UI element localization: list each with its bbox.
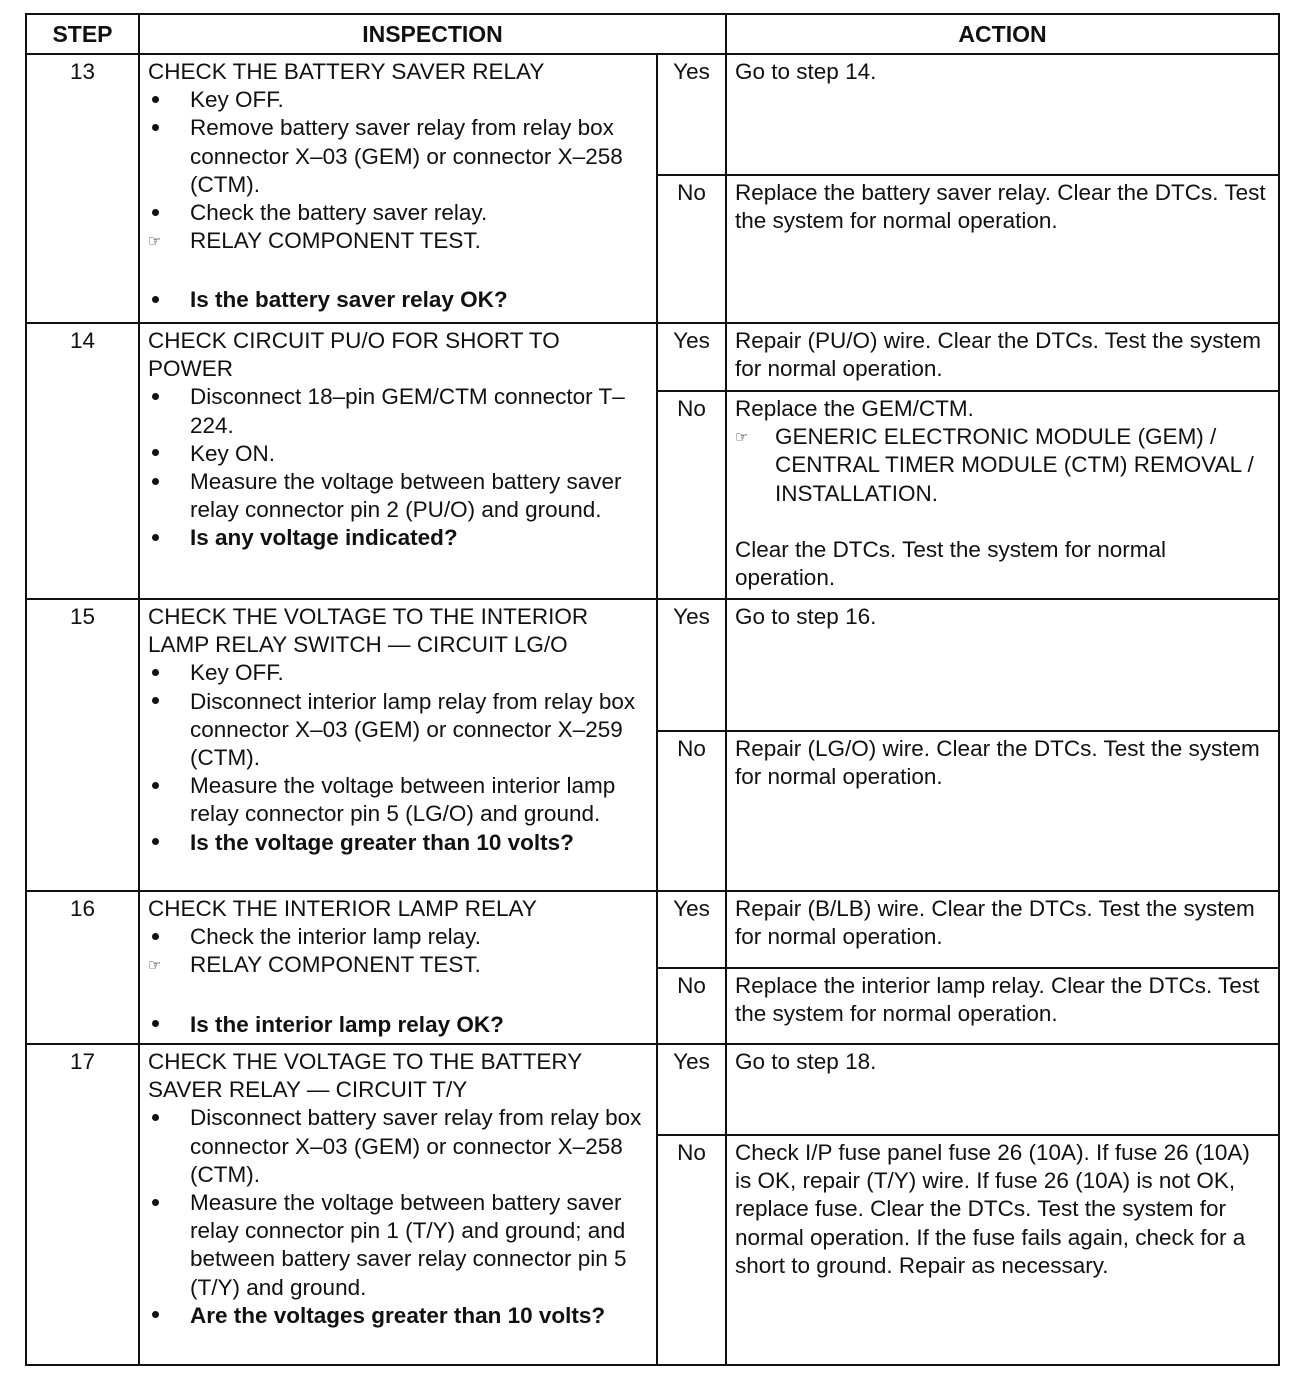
no-label: No (657, 1135, 726, 1365)
step-row-16 (26, 891, 1279, 1044)
bullet-icon (152, 478, 159, 485)
reference-item: ☞ RELAY COMPONENT TEST. (148, 227, 650, 258)
bullet-icon (152, 933, 159, 940)
bullet-item: Measure the voltage between interior lamp relay connector pin 5 (LG/O) and ground. (148, 772, 650, 828)
bullet-icon (152, 96, 159, 103)
header-step: STEP (26, 14, 139, 54)
step-row-13 (26, 54, 1279, 323)
no-action-intro: Replace the GEM/CTM. (735, 396, 974, 421)
bullet-item: Disconnect battery saver relay from relay box connector X–03 (GEM) or connector X–258 (CTM). (148, 1104, 650, 1189)
no-label: No (657, 391, 726, 599)
bullet-icon (152, 1020, 159, 1027)
header-action: ACTION (726, 14, 1279, 54)
step-number: 16 (26, 891, 139, 1044)
bullet-icon (152, 697, 159, 704)
bullet-icon (152, 393, 159, 400)
bullet-item: Disconnect 18–pin GEM/CTM connector T–224. (148, 383, 650, 439)
reference-item: ☞ RELAY COMPONENT TEST. (148, 951, 650, 982)
bullet-icon (152, 1114, 159, 1121)
no-action-outro: Clear the DTCs. Test the system for normal operation. (735, 536, 1166, 591)
yes-action: Repair (B/LB) wire. Clear the DTCs. Test the system for normal operation. (726, 891, 1279, 968)
no-action-reference: ☞ GENERIC ELECTRONIC MODULE (GEM) / CENTRAL TIMER MODULE (CTM) REMOVAL / INSTALLATION. (735, 424, 1254, 506)
bullet-item: Check the interior lamp relay. (148, 923, 650, 951)
question-item: Is any voltage indicated? (148, 524, 650, 552)
pointing-hand-icon: ☞ (735, 429, 749, 447)
pointing-hand-icon: ☞ (148, 957, 162, 975)
yes-label: Yes (657, 891, 726, 968)
inspection-cell (139, 323, 657, 599)
inspection-cell (139, 1044, 657, 1365)
bullet-item: Disconnect interior lamp relay from relay box connector X–03 (GEM) or connector X–259 (CTM). (148, 688, 650, 773)
question-item: Is the voltage greater than 10 volts? (148, 829, 650, 857)
no-action: Replace the battery saver relay. Clear the DTCs. Test the system for normal operation. (726, 175, 1279, 323)
bullet-item: Key OFF. (148, 86, 650, 114)
bullet-icon (152, 782, 159, 789)
yes-action: Repair (PU/O) wire. Clear the DTCs. Test the system for normal operation. (726, 323, 1279, 391)
step-number: 14 (26, 323, 139, 599)
no-action: Replace the interior lamp relay. Clear the DTCs. Test the system for normal operation. (726, 968, 1279, 1044)
question-item: Is the battery saver relay OK? (148, 286, 650, 314)
bullet-icon (152, 534, 159, 541)
question-item: Are the voltages greater than 10 volts? (148, 1302, 650, 1330)
bullet-icon (152, 124, 159, 131)
diagnostic-table-page (25, 13, 1278, 1366)
step-number: 15 (26, 599, 139, 891)
diagnostic-table (25, 13, 1280, 1366)
bullet-icon (152, 1311, 159, 1318)
inspection-title: CHECK CIRCUIT PU/O FOR SHORT TO POWER (148, 328, 560, 382)
bullet-icon (152, 1199, 159, 1206)
bullet-item: Measure the voltage between battery saver relay connector pin 1 (T/Y) and ground; and between battery saver relay connector pin 5 (T/Y) and ground. (148, 1189, 650, 1302)
bullet-icon (152, 209, 159, 216)
bullet-icon (152, 838, 159, 845)
question-item: Is the interior lamp relay OK? (148, 1011, 650, 1039)
inspection-cell (139, 54, 657, 323)
bullet-icon (152, 669, 159, 676)
inspection-title: CHECK THE VOLTAGE TO THE INTERIOR LAMP RELAY SWITCH — CIRCUIT LG/O (148, 604, 589, 658)
bullet-item: Check the battery saver relay. (148, 199, 650, 227)
no-action: Check I/P fuse panel fuse 26 (10A). If fuse 26 (10A) is OK, repair (T/Y) wire. If fuse 26 (10A) is not OK, replace fuse. Clear the DTCs. Test the system for normal operation. If the fuse fails again, check for a short to ground. Repair as necessary. (726, 1135, 1279, 1365)
header-inspection: INSPECTION (139, 14, 726, 54)
no-label: No (657, 968, 726, 1044)
inspection-title: CHECK THE BATTERY SAVER RELAY (148, 59, 545, 84)
bullet-item: Key ON. (148, 440, 650, 468)
pointing-hand-icon: ☞ (148, 233, 162, 251)
inspection-cell (139, 599, 657, 891)
yes-label: Yes (657, 323, 726, 391)
inspection-title: CHECK THE INTERIOR LAMP RELAY (148, 896, 537, 921)
step-number: 13 (26, 54, 139, 323)
no-action: Repair (LG/O) wire. Clear the DTCs. Test the system for normal operation. (726, 731, 1279, 891)
no-label: No (657, 175, 726, 323)
yes-action: Go to step 18. (726, 1044, 1279, 1135)
yes-action: Go to step 16. (726, 599, 1279, 731)
bullet-item: Remove battery saver relay from relay box connector X–03 (GEM) or connector X–258 (CTM). (148, 114, 650, 199)
yes-action: Go to step 14. (726, 54, 1279, 175)
yes-label: Yes (657, 599, 726, 731)
bullet-item: Measure the voltage between battery saver relay connector pin 2 (PU/O) and ground. (148, 468, 650, 524)
step-number: 17 (26, 1044, 139, 1365)
yes-label: Yes (657, 54, 726, 175)
step-row-15 (26, 599, 1279, 891)
inspection-cell (139, 891, 657, 1044)
step-row-17 (26, 1044, 1279, 1365)
no-action (726, 391, 1279, 599)
bullet-icon (152, 296, 159, 303)
bullet-item: Key OFF. (148, 659, 650, 687)
no-label: No (657, 731, 726, 891)
header-row (26, 14, 1279, 54)
step-row-14 (26, 323, 1279, 599)
yes-label: Yes (657, 1044, 726, 1135)
inspection-title: CHECK THE VOLTAGE TO THE BATTERY SAVER RELAY — CIRCUIT T/Y (148, 1049, 582, 1103)
bullet-icon (152, 449, 159, 456)
